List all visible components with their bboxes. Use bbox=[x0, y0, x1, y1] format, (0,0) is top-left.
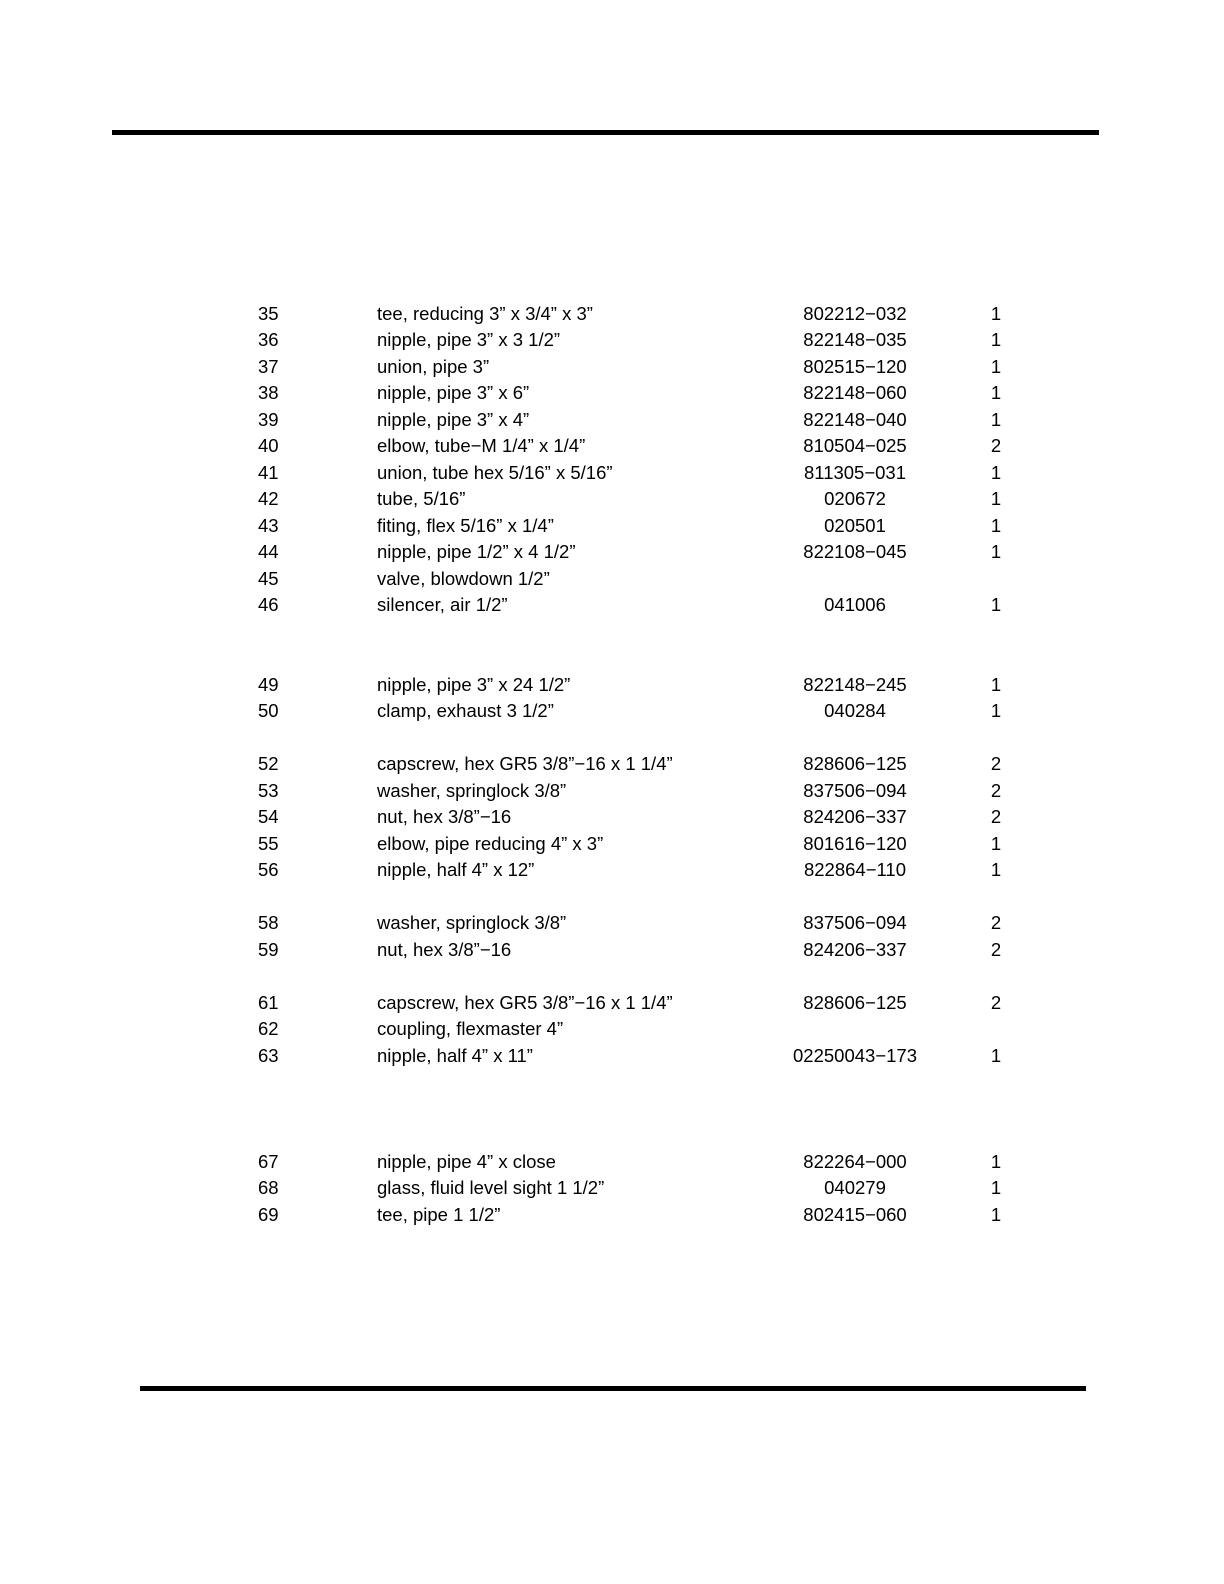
part-number-cell: 822148−245 bbox=[803, 674, 907, 695]
item-number-cell: 56 bbox=[258, 859, 279, 880]
description-cell: clamp, exhaust 3 1/2” bbox=[377, 700, 554, 721]
item-number-cell: 50 bbox=[258, 700, 279, 721]
table-row bbox=[0, 327, 1224, 353]
item-number-cell: 46 bbox=[258, 594, 279, 615]
quantity-cell: 1 bbox=[990, 1177, 1002, 1198]
description-cell: valve, blowdown 1/2” bbox=[377, 568, 550, 589]
item-number-cell: 63 bbox=[258, 1045, 279, 1066]
quantity-cell: 1 bbox=[990, 356, 1002, 377]
description-cell: nipple, pipe 4” x close bbox=[377, 1151, 556, 1172]
quantity-cell: 2 bbox=[990, 780, 1002, 801]
table-row bbox=[0, 937, 1224, 963]
part-number-cell: 020501 bbox=[824, 515, 886, 536]
quantity-cell: 1 bbox=[990, 1151, 1002, 1172]
description-cell: nipple, half 4” x 12” bbox=[377, 859, 535, 880]
item-number-cell: 62 bbox=[258, 1018, 279, 1039]
table-row bbox=[0, 566, 1224, 592]
part-number-cell: 828606−125 bbox=[803, 753, 907, 774]
part-number-cell: 040284 bbox=[824, 700, 886, 721]
part-number-cell: 041006 bbox=[824, 594, 886, 615]
item-number-cell: 58 bbox=[258, 912, 279, 933]
quantity-cell: 1 bbox=[990, 541, 1002, 562]
item-number-cell: 55 bbox=[258, 833, 279, 854]
description-cell: nipple, half 4” x 11” bbox=[377, 1045, 533, 1066]
item-number-cell: 54 bbox=[258, 806, 279, 827]
item-number-cell: 59 bbox=[258, 939, 279, 960]
table-row bbox=[0, 1202, 1224, 1228]
item-number-cell: 40 bbox=[258, 435, 279, 456]
table-row bbox=[0, 778, 1224, 804]
table-row bbox=[0, 539, 1224, 565]
item-number-cell: 68 bbox=[258, 1177, 279, 1198]
part-number-cell: 040279 bbox=[824, 1177, 886, 1198]
description-cell: nipple, pipe 3” x 24 1/2” bbox=[377, 674, 571, 695]
quantity-cell: 1 bbox=[990, 700, 1002, 721]
table-row bbox=[0, 301, 1224, 327]
item-number-cell: 37 bbox=[258, 356, 279, 377]
quantity-cell: 1 bbox=[990, 329, 1002, 350]
table-row bbox=[0, 831, 1224, 857]
part-number-cell: 822264−000 bbox=[803, 1151, 907, 1172]
part-number-cell: 802415−060 bbox=[803, 1204, 907, 1225]
quantity-cell: 1 bbox=[990, 1045, 1002, 1066]
part-number-cell: 020672 bbox=[824, 488, 886, 509]
quantity-cell: 1 bbox=[990, 515, 1002, 536]
description-cell: glass, fluid level sight 1 1/2” bbox=[377, 1177, 605, 1198]
item-number-cell: 39 bbox=[258, 409, 279, 430]
quantity-cell: 1 bbox=[990, 859, 1002, 880]
item-number-cell: 41 bbox=[258, 462, 279, 483]
item-number-cell: 52 bbox=[258, 753, 279, 774]
description-cell: tee, reducing 3” x 3/4” x 3” bbox=[377, 303, 593, 324]
description-cell: union, tube hex 5/16” x 5/16” bbox=[377, 462, 613, 483]
description-cell: coupling, flexmaster 4” bbox=[377, 1018, 564, 1039]
item-number-cell: 67 bbox=[258, 1151, 279, 1172]
item-number-cell: 36 bbox=[258, 329, 279, 350]
item-number-cell: 49 bbox=[258, 674, 279, 695]
description-cell: union, pipe 3” bbox=[377, 356, 490, 377]
part-number-cell: 801616−120 bbox=[803, 833, 907, 854]
item-number-cell: 69 bbox=[258, 1204, 279, 1225]
part-number-cell: 810504−025 bbox=[803, 435, 907, 456]
quantity-cell: 1 bbox=[990, 594, 1002, 615]
part-number-cell: 824206−337 bbox=[803, 806, 907, 827]
table-row bbox=[0, 751, 1224, 777]
quantity-cell: 2 bbox=[990, 912, 1002, 933]
description-cell: nipple, pipe 3” x 6” bbox=[377, 382, 530, 403]
table-row bbox=[0, 672, 1224, 698]
quantity-cell: 1 bbox=[990, 674, 1002, 695]
description-cell: nipple, pipe 1/2” x 4 1/2” bbox=[377, 541, 576, 562]
table-row bbox=[0, 1043, 1224, 1069]
description-cell: tee, pipe 1 1/2” bbox=[377, 1204, 501, 1225]
table-row bbox=[0, 460, 1224, 486]
part-number-cell: 824206−337 bbox=[803, 939, 907, 960]
table-row bbox=[0, 990, 1224, 1016]
table-row bbox=[0, 513, 1224, 539]
table-row bbox=[0, 354, 1224, 380]
description-cell: fiting, flex 5/16” x 1/4” bbox=[377, 515, 554, 536]
quantity-cell: 2 bbox=[990, 753, 1002, 774]
item-number-cell: 38 bbox=[258, 382, 279, 403]
table-row bbox=[0, 380, 1224, 406]
quantity-cell: 1 bbox=[990, 303, 1002, 324]
part-number-cell: 822864−110 bbox=[803, 859, 907, 880]
table-row bbox=[0, 910, 1224, 936]
quantity-cell: 1 bbox=[990, 488, 1002, 509]
table-row bbox=[0, 1149, 1224, 1175]
item-number-cell: 43 bbox=[258, 515, 279, 536]
description-cell: washer, springlock 3/8” bbox=[377, 912, 567, 933]
description-cell: nut, hex 3/8”−16 bbox=[377, 939, 512, 960]
part-number-cell: 822148−035 bbox=[803, 329, 907, 350]
table-row bbox=[0, 433, 1224, 459]
bottom-horizontal-rule bbox=[140, 1386, 1086, 1391]
quantity-cell: 2 bbox=[990, 806, 1002, 827]
part-number-cell: 02250043−173 bbox=[793, 1045, 917, 1066]
quantity-cell: 1 bbox=[990, 462, 1002, 483]
part-number-cell: 802212−032 bbox=[803, 303, 907, 324]
description-cell: capscrew, hex GR5 3/8”−16 x 1 1/4” bbox=[377, 992, 673, 1013]
description-cell: silencer, air 1/2” bbox=[377, 594, 508, 615]
description-cell: washer, springlock 3/8” bbox=[377, 780, 567, 801]
description-cell: nipple, pipe 3” x 3 1/2” bbox=[377, 329, 561, 350]
quantity-cell: 2 bbox=[990, 992, 1002, 1013]
table-row bbox=[0, 1175, 1224, 1201]
description-cell: nipple, pipe 3” x 4” bbox=[377, 409, 530, 430]
description-cell: nut, hex 3/8”−16 bbox=[377, 806, 512, 827]
table-row bbox=[0, 486, 1224, 512]
table-row bbox=[0, 407, 1224, 433]
table-row bbox=[0, 592, 1224, 618]
description-cell: elbow, tube−M 1/4” x 1/4” bbox=[377, 435, 586, 456]
table-row bbox=[0, 804, 1224, 830]
part-number-cell: 822148−040 bbox=[803, 409, 907, 430]
item-number-cell: 61 bbox=[258, 992, 279, 1013]
description-cell: tube, 5/16” bbox=[377, 488, 466, 509]
part-number-cell: 802515−120 bbox=[803, 356, 907, 377]
item-number-cell: 42 bbox=[258, 488, 279, 509]
part-number-cell: 828606−125 bbox=[803, 992, 907, 1013]
quantity-cell: 1 bbox=[990, 1204, 1002, 1225]
item-number-cell: 45 bbox=[258, 568, 279, 589]
quantity-cell: 1 bbox=[990, 833, 1002, 854]
part-number-cell: 837506−094 bbox=[803, 780, 907, 801]
part-number-cell: 822108−045 bbox=[803, 541, 907, 562]
description-cell: elbow, pipe reducing 4” x 3” bbox=[377, 833, 604, 854]
table-row bbox=[0, 857, 1224, 883]
part-number-cell: 837506−094 bbox=[803, 912, 907, 933]
table-row bbox=[0, 1016, 1224, 1042]
item-number-cell: 35 bbox=[258, 303, 279, 324]
item-number-cell: 53 bbox=[258, 780, 279, 801]
table-row bbox=[0, 698, 1224, 724]
quantity-cell: 1 bbox=[990, 409, 1002, 430]
quantity-cell: 2 bbox=[990, 435, 1002, 456]
part-number-cell: 811305−031 bbox=[803, 462, 907, 483]
part-number-cell: 822148−060 bbox=[803, 382, 907, 403]
quantity-cell: 1 bbox=[990, 382, 1002, 403]
quantity-cell: 2 bbox=[990, 939, 1002, 960]
item-number-cell: 44 bbox=[258, 541, 279, 562]
description-cell: capscrew, hex GR5 3/8”−16 x 1 1/4” bbox=[377, 753, 673, 774]
